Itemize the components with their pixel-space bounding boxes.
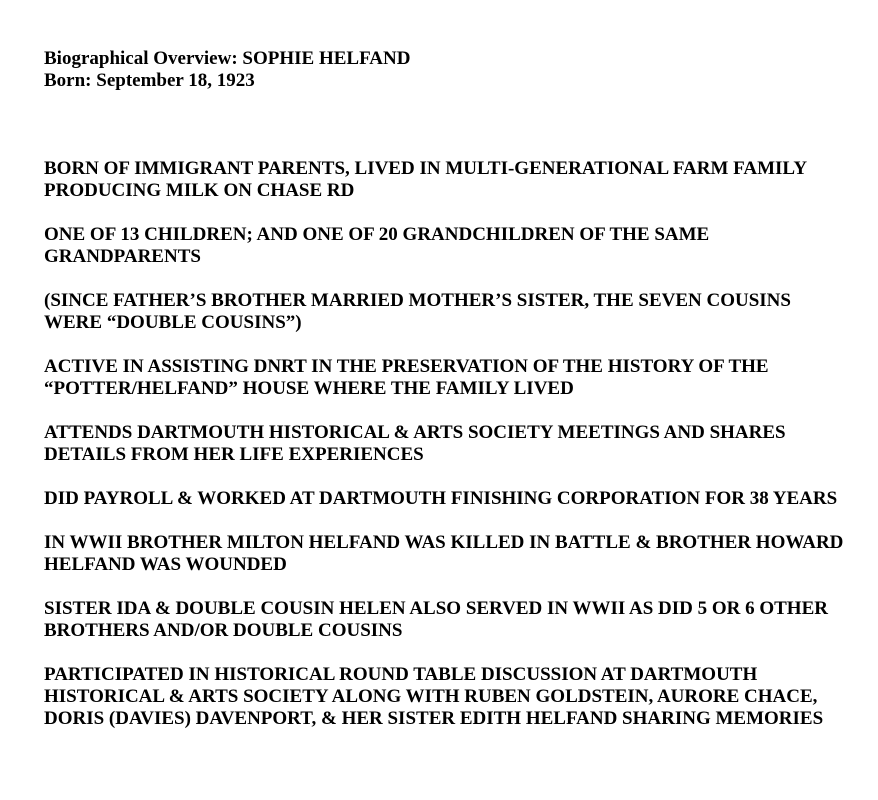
document-title: Biographical Overview: SOPHIE HELFAND <box>44 48 411 69</box>
biography-paragraph: DID PAYROLL & WORKED AT DARTMOUTH FINISHING CORPORATION FOR 38 YEARS <box>44 488 838 509</box>
document-header <box>44 48 844 92</box>
biography-paragraph: ATTENDS DARTMOUTH HISTORICAL & ARTS SOCIETY MEETINGS AND SHARES DETAILS FROM HER LIFE EXPERIENCES <box>44 422 786 465</box>
biography-list <box>44 158 844 730</box>
biography-paragraph: ACTIVE IN ASSISTING DNRT IN THE PRESERVATION OF THE HISTORY OF THE “POTTER/HELFAND” HOUSE WHERE THE FAMILY LIVED <box>44 356 769 399</box>
document-page <box>44 48 844 730</box>
birth-date: Born: September 18, 1923 <box>44 70 255 91</box>
biography-paragraph: BORN OF IMMIGRANT PARENTS, LIVED IN MULTI-GENERATIONAL FARM FAMILY PRODUCING MILK ON CHASE RD <box>44 158 807 201</box>
biography-paragraph: PARTICIPATED IN HISTORICAL ROUND TABLE DISCUSSION AT DARTMOUTH HISTORICAL & ARTS SOCIETY ALONG WITH RUBEN GOLDSTEIN, AURORE CHACE, DORIS (DAVIES) DAVENPORT, & HER SISTER EDITH HELFAND SHARING MEMORIES <box>44 664 824 729</box>
biography-paragraph: (SINCE FATHER’S BROTHER MARRIED MOTHER’S SISTER, THE SEVEN COUSINS WERE “DOUBLE COUSINS”) <box>44 290 791 333</box>
biography-paragraph: ONE OF 13 CHILDREN; AND ONE OF 20 GRANDCHILDREN OF THE SAME GRANDPARENTS <box>44 224 710 267</box>
biography-paragraph: SISTER IDA & DOUBLE COUSIN HELEN ALSO SERVED IN WWII AS DID 5 OR 6 OTHER BROTHERS AND/OR DOUBLE COUSINS <box>44 598 828 641</box>
biography-paragraph: IN WWII BROTHER MILTON HELFAND WAS KILLED IN BATTLE & BROTHER HOWARD HELFAND WAS WOUNDED <box>44 532 844 575</box>
